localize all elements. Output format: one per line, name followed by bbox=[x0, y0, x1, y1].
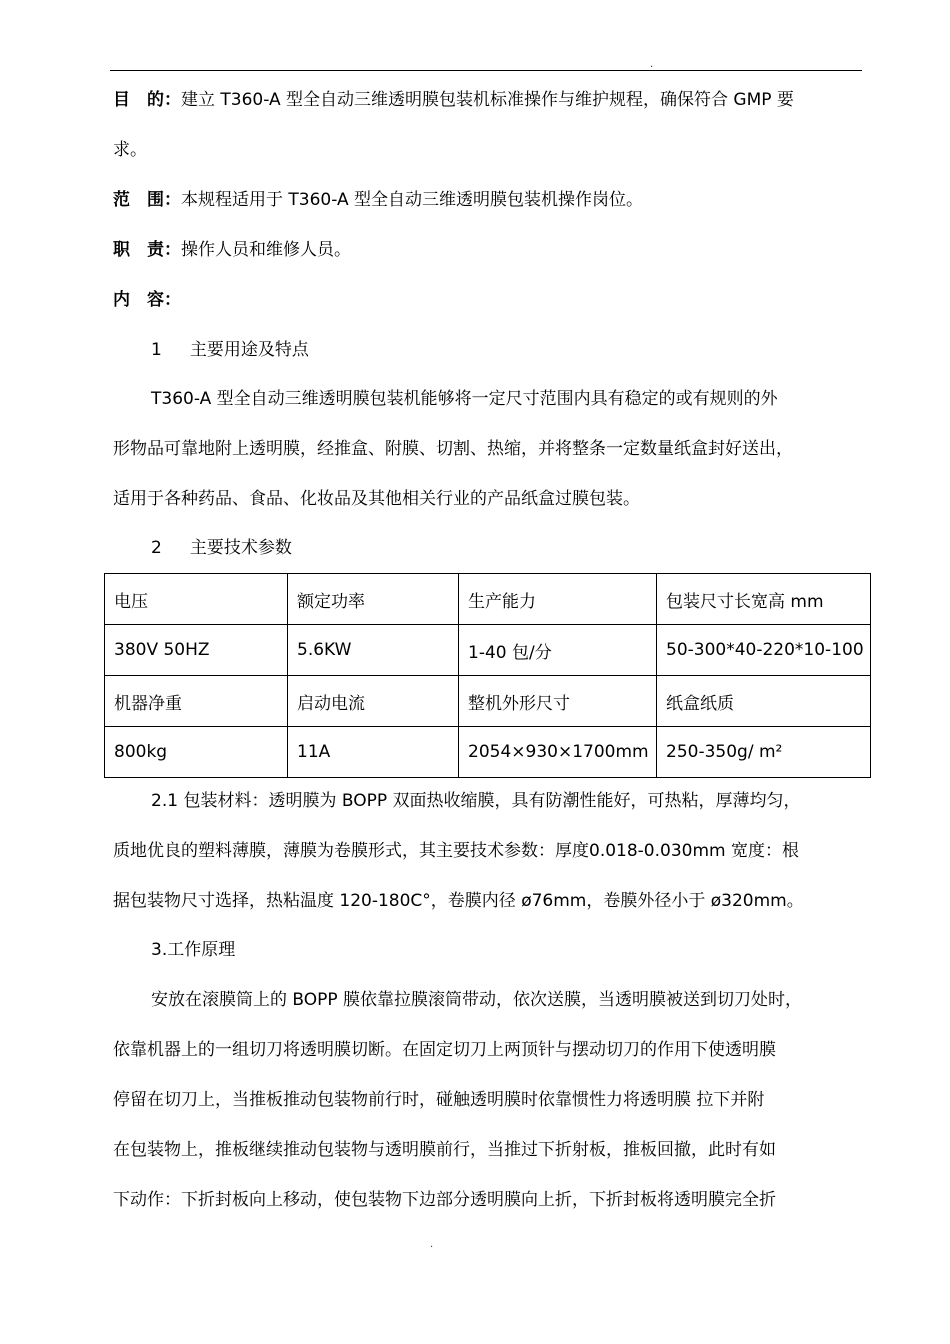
duty-text: 操作人员和维修人员。 bbox=[181, 240, 351, 260]
section3-line-3: 停留在切刀上，当推板推动包装物前行时，碰触透明膜时依靠惯性力将透明膜 拉下并附 bbox=[113, 1090, 765, 1110]
table-row bbox=[105, 574, 871, 625]
section3-line-4: 在包装物上，推板继续推动包装物与透明膜前行，当推过下折射板，推板回撤，此时有如 bbox=[113, 1140, 776, 1160]
table-cell: 380V 50HZ bbox=[105, 625, 288, 676]
purpose-label: 目 的： bbox=[113, 90, 181, 110]
purpose-text-2: 求。 bbox=[113, 140, 147, 160]
table-cell: 5.6KW bbox=[288, 625, 459, 676]
section2-1-line-2: 质地优良的塑料薄膜，薄膜为卷膜形式，其主要技术参数：厚度0.018-0.030mm 宽度：根 bbox=[113, 841, 799, 861]
table-cell: 额定功率 bbox=[288, 574, 459, 625]
section2-heading bbox=[151, 536, 292, 560]
header-mark: . bbox=[650, 59, 654, 70]
scope-label: 范 围： bbox=[113, 190, 181, 210]
section1-line-2: 形物品可靠地附上透明膜，经推盒、附膜、切割、热缩，并将整条一定数量纸盒封好送出， bbox=[113, 439, 793, 459]
section2-1-line-3: 据包装物尺寸选择，热粘温度 120-180C°，卷膜内径 ø76mm，卷膜外径小于 ø320mm。 bbox=[113, 891, 804, 911]
section3-line-2: 依靠机器上的一组切刀将透明膜切断。在固定切刀上两顶针与摆动切刀的作用下使透明膜 bbox=[113, 1040, 776, 1060]
technical-parameters-table bbox=[104, 573, 871, 778]
section3-line-1: 安放在滚膜筒上的 BOPP 膜依靠拉膜滚筒带动，依次送膜，当透明膜被送到切刀处时， bbox=[151, 990, 803, 1010]
footer-mark: . bbox=[430, 1239, 434, 1250]
table-cell: 机器净重 bbox=[105, 676, 288, 727]
section1-title: 主要用途及特点 bbox=[189, 340, 309, 360]
section2-number: 2 bbox=[151, 538, 162, 558]
duty-label: 职 责： bbox=[113, 240, 181, 260]
table-cell: 生产能力 bbox=[459, 574, 657, 625]
table-row bbox=[105, 676, 871, 727]
table-cell: 包装尺寸长宽高 mm bbox=[657, 574, 871, 625]
scope-text: 本规程适用于 T360-A 型全自动三维透明膜包装机操作岗位。 bbox=[181, 190, 644, 210]
table-cell: 1-40 包/分 bbox=[459, 625, 657, 676]
section1-heading bbox=[151, 338, 309, 362]
table-cell: 纸盒纸质 bbox=[657, 676, 871, 727]
table-row bbox=[105, 625, 871, 676]
table-cell: 电压 bbox=[105, 574, 288, 625]
section1-line-3: 适用于各种药品、食品、化妆品及其他相关行业的产品纸盒过膜包装。 bbox=[113, 489, 640, 509]
purpose-text-1: 建立 T360-A 型全自动三维透明膜包装机标准操作与维护规程，确保符合 GMP 要 bbox=[181, 90, 794, 110]
section3-line-5: 下动作：下折封板向上移动，使包装物下边部分透明膜向上折，下折封板将透明膜完全折 bbox=[113, 1190, 776, 1210]
section3-heading: 3.工作原理 bbox=[151, 940, 236, 960]
table-cell: 启动电流 bbox=[288, 676, 459, 727]
section1-line-1: T360-A 型全自动三维透明膜包装机能够将一定尺寸范围内具有稳定的或有规则的外 bbox=[151, 389, 778, 409]
table-cell: 11A bbox=[288, 727, 459, 778]
section1-number: 1 bbox=[151, 340, 162, 360]
table-cell: 800kg bbox=[105, 727, 288, 778]
section2-title: 主要技术参数 bbox=[189, 538, 292, 558]
purpose-line-1 bbox=[113, 88, 794, 112]
content-label: 内 容： bbox=[113, 290, 181, 310]
table-cell: 50-300*40-220*10-100 bbox=[657, 625, 871, 676]
section2-1-line-1: 2.1 包装材料：透明膜为 BOPP 双面热收缩膜，具有防潮性能好，可热粘，厚薄均匀， bbox=[151, 791, 801, 811]
table-cell: 整机外形尺寸 bbox=[459, 676, 657, 727]
table-cell: 2054×930×1700mm bbox=[459, 727, 657, 778]
table-cell: 250-350g/ m² bbox=[657, 727, 871, 778]
duty-line bbox=[113, 238, 351, 262]
scope-line bbox=[113, 188, 643, 212]
header-rule bbox=[110, 70, 862, 71]
table-row bbox=[105, 727, 871, 778]
